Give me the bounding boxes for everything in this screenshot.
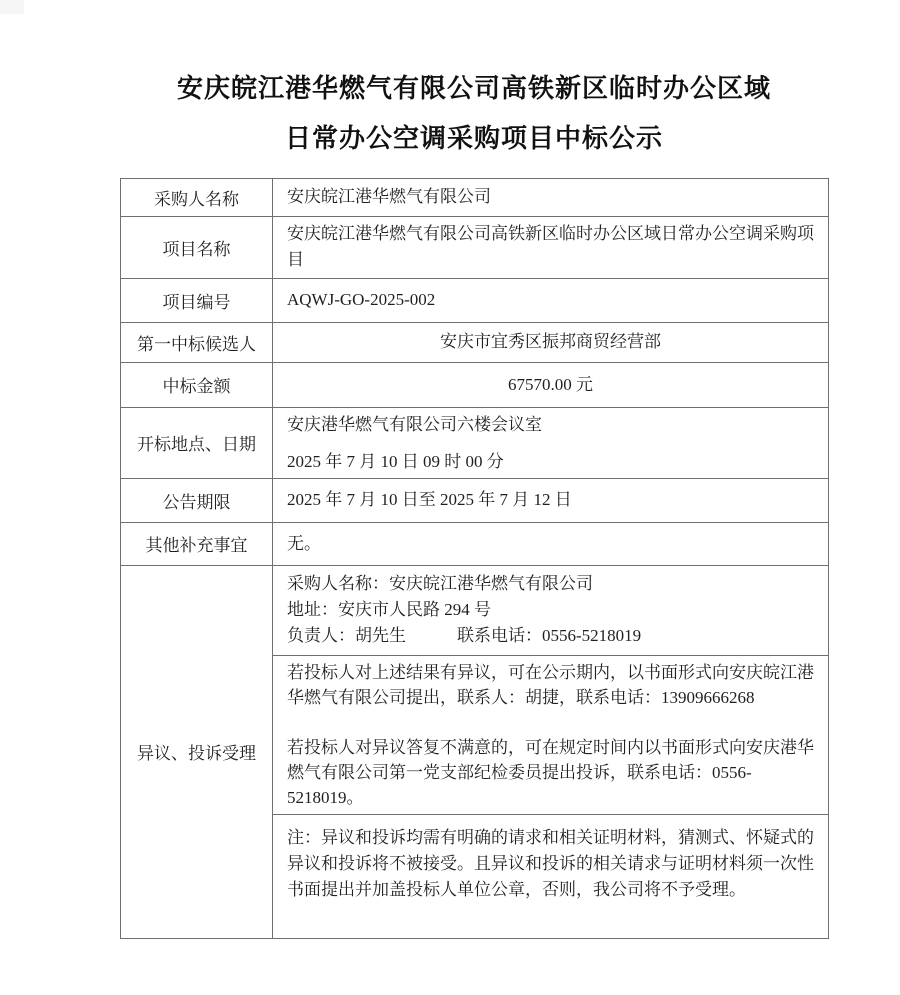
document-title-line1: 安庆皖江港华燃气有限公司高铁新区临时办公区域 [176, 74, 771, 103]
first-candidate-label: 第一中标候选人 [121, 322, 273, 362]
table-row-award-amount [121, 362, 829, 407]
document-title [120, 64, 828, 164]
table-row-purchaser [121, 179, 829, 217]
objection-procedure [273, 655, 829, 814]
announcement-table [120, 178, 829, 939]
table-row-notice-period [121, 478, 829, 522]
bid-opening-place: 安庆港华燃气有限公司六楼会议室 [287, 414, 542, 434]
project-no-value: AQWJ-GO-2025-002 [273, 278, 829, 322]
scan-artifact [0, 0, 24, 14]
table-row-bid-opening [121, 407, 829, 478]
notice-period-value: 2025 年 7 月 10 日至 2025 年 7 月 12 日 [273, 478, 829, 522]
objection-procedure-para1: 若投标人对上述结果有异议，可在公示期内，以书面形式向安庆皖江港华燃气有限公司提出，联系人：胡捷，联系电话：13909666268 [287, 662, 814, 707]
bid-opening-value [273, 407, 829, 478]
objection-contact-address: 地址：安庆市人民路 294 号 [287, 600, 491, 620]
project-name-label: 项目名称 [121, 217, 273, 279]
purchaser-label: 采购人名称 [121, 179, 273, 217]
other-value: 无。 [273, 522, 829, 565]
notice-period-label: 公告期限 [121, 478, 273, 522]
table-row-other [121, 522, 829, 565]
objection-contact-purchaser: 采购人名称：安庆皖江港华燃气有限公司 [287, 574, 593, 594]
purchaser-value: 安庆皖江港华燃气有限公司 [273, 179, 829, 217]
objection-label: 异议、投诉受理 [121, 565, 273, 938]
bid-opening-datetime: 2025 年 7 月 10 日 09 时 00 分 [287, 451, 504, 471]
award-amount-value: 67570.00 元 [273, 362, 829, 407]
bid-opening-label: 开标地点、日期 [121, 407, 273, 478]
table-row-project-name [121, 217, 829, 279]
objection-procedure-para2: 若投标人对异议答复不满意的，可在规定时间内以书面形式向安庆港华燃气有限公司第一党支部纪检委员提出投诉，联系电话：0556-5218019。 [287, 737, 814, 807]
other-label: 其他补充事宜 [121, 522, 273, 565]
table-row-objection-contact [121, 565, 829, 655]
first-candidate-value: 安庆市宜秀区振邦商贸经营部 [273, 322, 829, 362]
award-amount-label: 中标金额 [121, 362, 273, 407]
objection-note: 注：异议和投诉均需有明确的请求和相关证明材料，猜测式、怀疑式的异议和投诉将不被接受。且异议和投诉的相关请求与证明材料须一次性书面提出并加盖投标人单位公章，否则，我公司将不予受理。 [273, 814, 829, 938]
table-row-project-no [121, 278, 829, 322]
project-name-value: 安庆皖江港华燃气有限公司高铁新区临时办公区域日常办公空调采购项目 [273, 217, 829, 279]
table-row-first-candidate [121, 322, 829, 362]
announcement-document [120, 64, 828, 939]
objection-contact [273, 565, 829, 655]
document-title-line2: 日常办公空调采购项目中标公示 [284, 124, 663, 153]
project-no-label: 项目编号 [121, 278, 273, 322]
objection-contact-person: 负责人：胡先生 联系电话：0556-5218019 [287, 626, 642, 646]
